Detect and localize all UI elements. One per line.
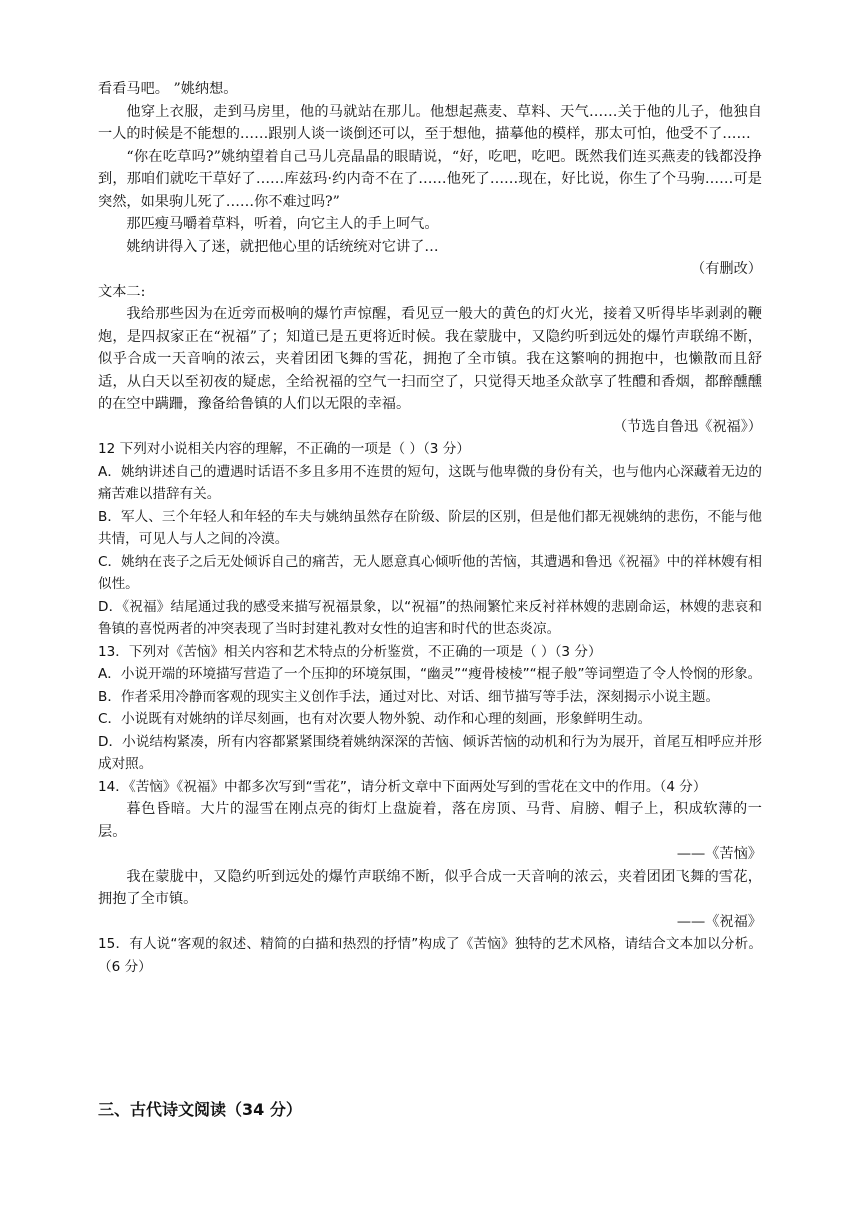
text2-body: 我给那些因为在近旁而极响的爆竹声惊醒，看见豆一般大的黄色的灯火光，接着又听得毕毕剥剥的鞭炮，是四叔家正在“祝福”了；知道已是五更将近时候。我在蒙胧中，又隐约听到远处的爆竹声联绵不断，似乎合成一天音响的浓云，夹着团团飞舞的雪花，拥抱了全市镇。我在这繁响的拥抱中，也懒散而且舒适，从白天以至初夜的疑虑，全给祝福的空气一扫而空了，只觉得天地圣众歆享了牲醴和香烟，都醉醺醺的在空中蹒跚，豫备给鲁镇的人们以无限的幸福。 <box>98 306 762 412</box>
q12-option-b: B．军人、三个年轻人和年轻的车夫与姚纳虽然存在阶级、阶层的区别，但是他们都无视姚纳的悲伤，不能与他共情，可见人与人之间的冷漠。 <box>98 508 762 547</box>
story-line-4: 那匹瘦马嚼着草料，听着，向它主人的手上呵气。 <box>126 216 439 232</box>
story-line-2: 他穿上衣服，走到马房里，他的马就站在那儿。他想起燕麦、草料、天气……关于他的儿子，他独自一人的时候是不能想的……跟别人谈一谈倒还可以，至于想他，描摹他的模样，那太可怕，他受不了…… <box>98 103 762 142</box>
q12-stem: 12 下列对小说相关内容的理解，不正确的一项是（ ）（3 分） <box>98 441 470 457</box>
q13-option-b: B．作者采用冷静而客观的现实主义创作手法，通过对比、对话、细节描写等手法，深刻揭示小说主题。 <box>98 688 720 705</box>
q14-quote-2-source: ——《祝福》 <box>676 913 762 930</box>
document-body <box>98 78 762 978</box>
section-heading: 三、古代诗文阅读（34 分） <box>98 1100 302 1119</box>
text2-label: 文本二: <box>98 283 146 300</box>
q13-option-c: C．小说既有对姚纳的详尽刻画，也有对次要人物外貌、动作和心理的刻画，形象鲜明生动。 <box>98 711 652 727</box>
revision-note: （有删改） <box>691 261 762 277</box>
q15-stem: 15．有人说“客观的叙述、精简的白描和热烈的抒情”构成了《苦恼》独特的艺术风格，请结合文本加以分析。（6 分） <box>98 936 762 975</box>
q14-stem: 14．《苦恼》《祝福》中都多次写到“雪花”，请分析文章中下面两处写到的雪花在文中的作用。（4 分） <box>98 778 707 795</box>
q14-quote-1: 暮色昏暗。大片的湿雪在刚点亮的街灯上盘旋着，落在房顶、马背、肩膀、帽子上，积成软薄的一层。 <box>98 801 762 840</box>
q13-option-d: D．小说结构紧凑，所有内容都紧紧围绕着姚纳深深的苦恼、倾诉苦恼的动机和行为为展开，首尾互相呼应并形成对照。 <box>98 733 762 772</box>
text2-source: （节选自鲁迅《祝福》） <box>613 418 762 435</box>
story-line-3: “你在吃草吗?”姚纳望着自己马儿亮晶晶的眼睛说，“好，吃吧，吃吧。既然我们连买燕麦的钱都没挣到，那咱们就吃干草好了……库兹玛·约内奇不在了……他死了……现在，好比说，你生了个马驹……可是突然，如果驹儿死了……你不难过吗?” <box>98 148 762 210</box>
story-line-5: 姚纳讲得入了迷，就把他心里的话统统对它讲了… <box>126 238 439 255</box>
q12-option-d: D．《祝福》结尾通过我的感受来描写祝福景象，以“祝福”的热闹繁忙来反衬祥林嫂的悲剧命运，林嫂的悲哀和鲁镇的喜悦两者的冲突表现了当时封建礼教对女性的迫害和时代的世态炎凉。 <box>98 598 762 637</box>
q14-quote-2: 我在蒙胧中，又隐约听到远处的爆竹声联绵不断，似乎合成一天音响的浓云，夹着团团飞舞的雪花，拥抱了全市镇。 <box>98 868 762 907</box>
q13-option-a: A．小说开端的环境描写营造了一个压抑的环境氛围，“幽灵”“瘦骨棱棱”“棍子般”等词塑造了令人怜悯的形象。 <box>98 666 762 682</box>
q14-quote-1-source: ——《苦恼》 <box>676 846 762 862</box>
q13-stem: 13．下列对《苦恼》相关内容和艺术特点的分析鉴赏，不正确的一项是（ ）（3 分） <box>98 643 602 660</box>
story-line-1: 看看马吧。 ”姚纳想。 <box>98 81 238 97</box>
q12-option-a: A．姚纳讲述自己的遭遇时话语不多且多用不连贯的短句，这既与他卑微的身份有关，也与他内心深藏着无边的痛苦难以措辞有关。 <box>98 463 762 502</box>
q12-option-c: C．姚纳在丧子之后无处倾诉自己的痛苦，无人愿意真心倾听他的苦恼，其遭遇和鲁迅《祝福》中的祥林嫂有相似性。 <box>98 553 762 592</box>
